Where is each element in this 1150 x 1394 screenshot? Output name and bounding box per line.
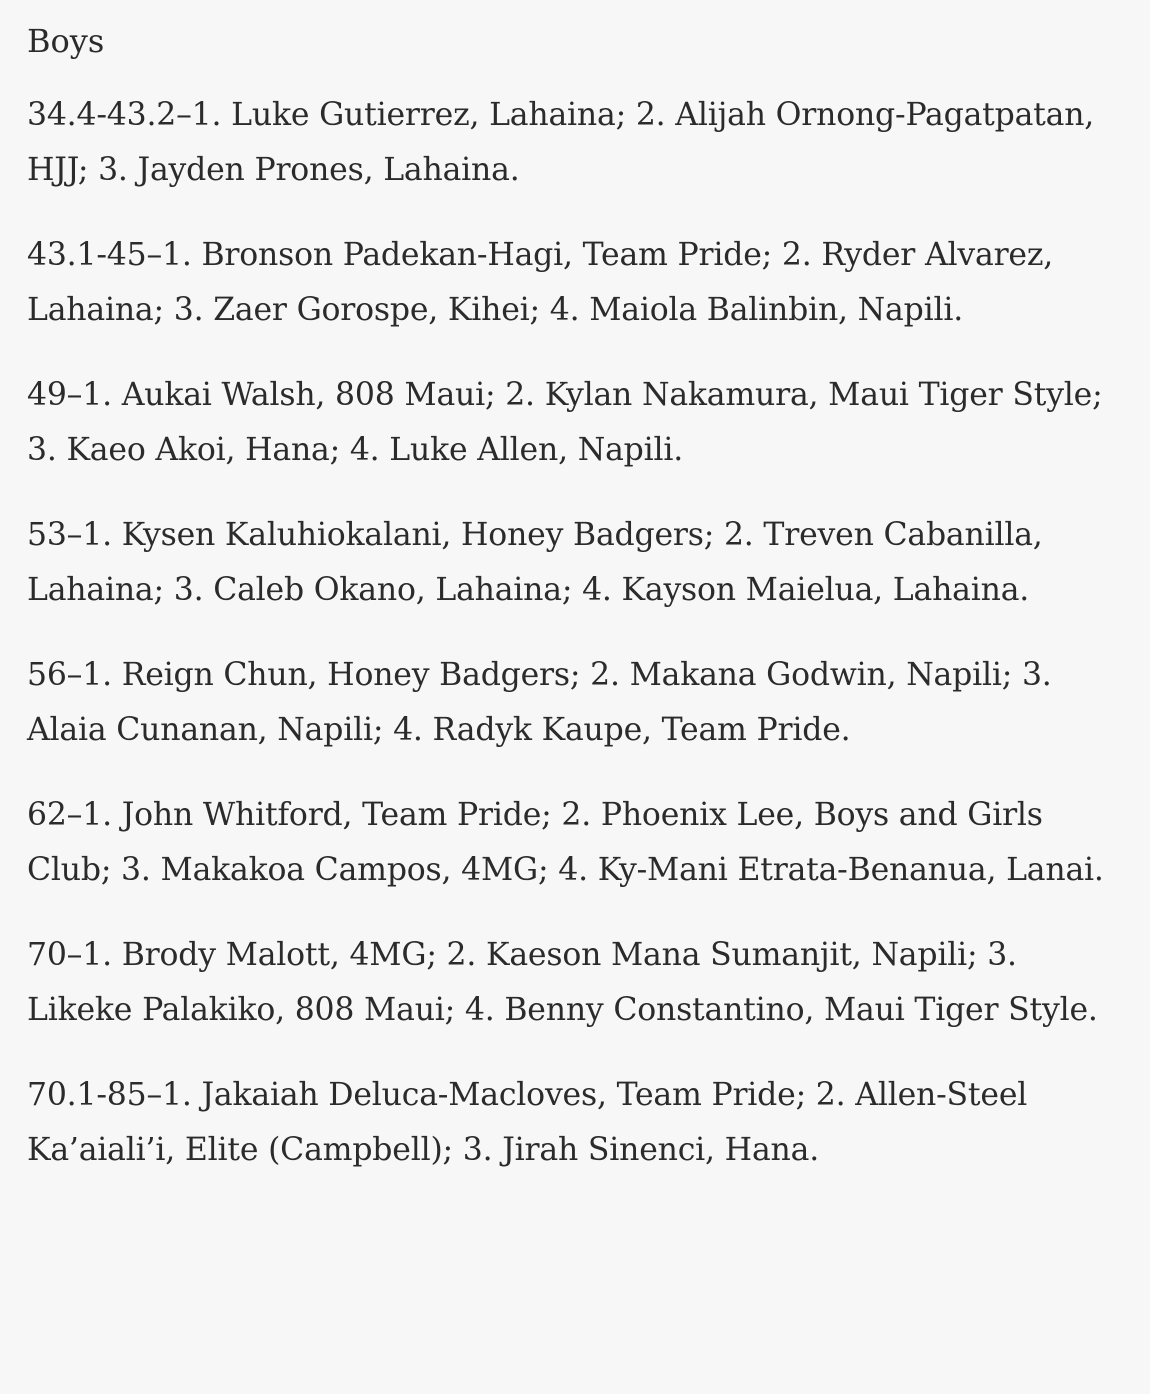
result-paragraph-70-85: 70.1-85–1. Jakaiah Deluca-Macloves, Team Pride; 2. Allen-Steel Ka’aiali’i, Elite (Campbell); 3. Jirah Sinenci, Hana. [27,1077,1028,1169]
result-paragraph-70: 70–1. Brody Malott, 4MG; 2. Kaeson Mana Sumanjit, Napili; 3. Likeke Palakiko, 808 Maui; 4. Benny Constantino, Maui Tiger Style. [27,937,1098,1029]
result-paragraph-49: 49–1. Aukai Walsh, 808 Maui; 2. Kylan Nakamura, Maui Tiger Style; 3. Kaeo Akoi, Hana; 4. Luke Allen, Napili. [27,377,1103,469]
result-paragraph-43-45: 43.1-45–1. Bronson Padekan-Hagi, Team Pride; 2. Ryder Alvarez, Lahaina; 3. Zaer Gorospe, Kihei; 4. Maiola Balinbin, Napili. [27,237,1054,329]
section-heading: Boys [27,22,105,60]
result-paragraph-53: 53–1. Kysen Kaluhiokalani, Honey Badgers; 2. Treven Cabanilla, Lahaina; 3. Caleb Okano, Lahaina; 4. Kayson Maielua, Lahaina. [27,517,1043,609]
result-paragraph-34-43: 34.4-43.2–1. Luke Gutierrez, Lahaina; 2. Alijah Ornong-Pagatpatan, HJJ; 3. Jayden Prones, Lahaina. [27,97,1095,189]
result-paragraph-56: 56–1. Reign Chun, Honey Badgers; 2. Makana Godwin, Napili; 3. Alaia Cunanan, Napili; 4. Radyk Kaupe, Team Pride. [27,657,1052,749]
result-paragraph-62: 62–1. John Whitford, Team Pride; 2. Phoenix Lee, Boys and Girls Club; 3. Makakoa Campos, 4MG; 4. Ky-Mani Etrata-Benanua, Lanai. [27,797,1104,889]
